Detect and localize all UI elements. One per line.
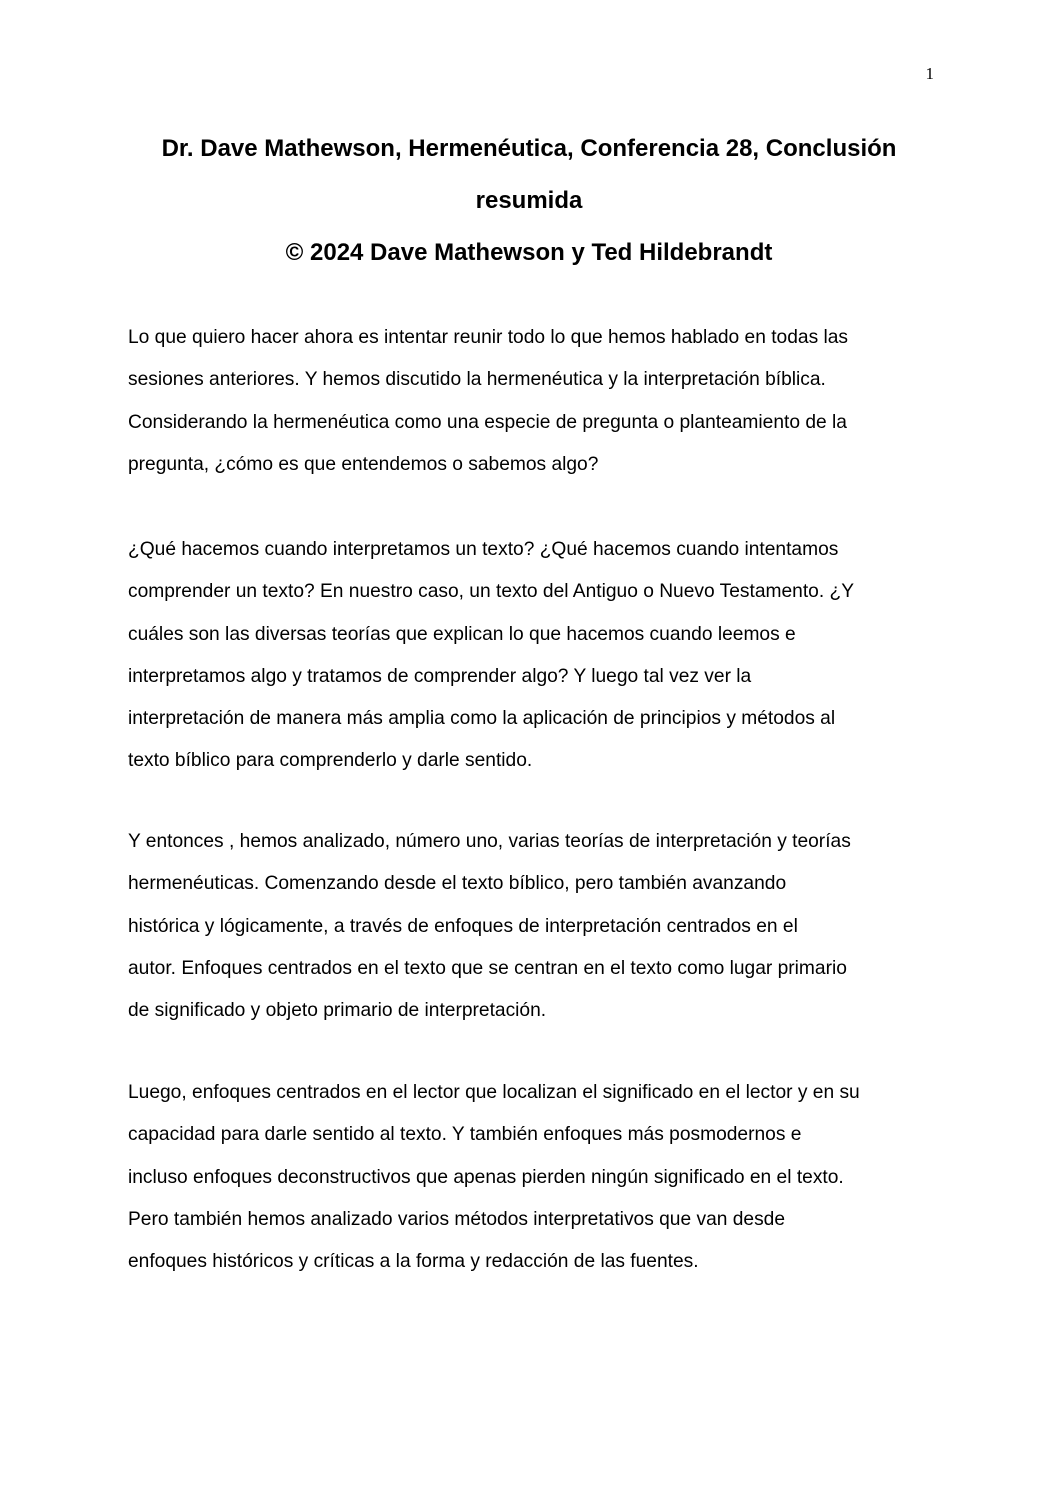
paragraph-line: Pero también hemos analizado varios métodos interpretativos que van desde [128, 1208, 786, 1230]
title-line-1: Dr. Dave Mathewson, Hermenéutica, Conferencia 28, Conclusión [161, 135, 897, 162]
paragraph-line: incluso enfoques deconstructivos que apenas pierden ningún significado en el texto. [128, 1166, 844, 1188]
paragraph-3 [128, 821, 938, 1032]
document-title [128, 123, 930, 279]
paragraph-line: Considerando la hermenéutica como una especie de pregunta o planteamiento de la [128, 411, 847, 433]
paragraph-line: de significado y objeto primario de interpretación. [128, 1000, 547, 1022]
paragraph-line: hermenéuticas. Comenzando desde el texto bíblico, pero también avanzando [128, 873, 787, 895]
paragraph-2 [128, 529, 938, 783]
page-number: 1 [925, 64, 934, 83]
paragraph-line: pregunta, ¿cómo es que entendemos o sabemos algo? [128, 453, 599, 475]
paragraph-4 [128, 1072, 938, 1283]
paragraph-line: Luego, enfoques centrados en el lector que localizan el significado en el lector y en su [128, 1082, 860, 1103]
paragraph-line: interpretación de manera más amplia como la aplicación de principios y métodos al [128, 708, 836, 730]
paragraph-line: enfoques históricos y críticas a la forma y redacción de las fuentes. [128, 1251, 699, 1273]
paragraph-line: autor. Enfoques centrados en el texto que se centran en el texto como lugar primario [128, 957, 847, 979]
paragraph-line: cuáles son las diversas teorías que explican lo que hacemos cuando leemos e [128, 623, 796, 645]
paragraph-line: ¿Qué hacemos cuando interpretamos un texto? ¿Qué hacemos cuando intentamos [128, 539, 839, 560]
paragraph-line: texto bíblico para comprenderlo y darle sentido. [128, 750, 533, 772]
paragraph-line: histórica y lógicamente, a través de enfoques de interpretación centrados en el [128, 915, 798, 937]
paragraph-1 [128, 317, 938, 486]
title-copyright-line: © 2024 Dave Mathewson y Ted Hildebrandt [285, 239, 773, 266]
paragraph-line: capacidad para darle sentido al texto. Y también enfoques más posmodernos e [128, 1124, 802, 1146]
paragraph-line: Y entonces , hemos analizado, número uno, varias teorías de interpretación y teorías [128, 831, 851, 852]
title-line-2: resumida [475, 187, 583, 214]
paragraph-line: sesiones anteriores. Y hemos discutido la hermenéutica y la interpretación bíblica. [128, 369, 826, 391]
paragraph-line: comprender un texto? En nuestro caso, un texto del Antiguo o Nuevo Testamento. ¿Y [128, 581, 855, 603]
paragraph-line: Lo que quiero hacer ahora es intentar reunir todo lo que hemos hablado en todas las [128, 327, 849, 348]
paragraph-line: interpretamos algo y tratamos de comprender algo? Y luego tal vez ver la [128, 665, 752, 687]
